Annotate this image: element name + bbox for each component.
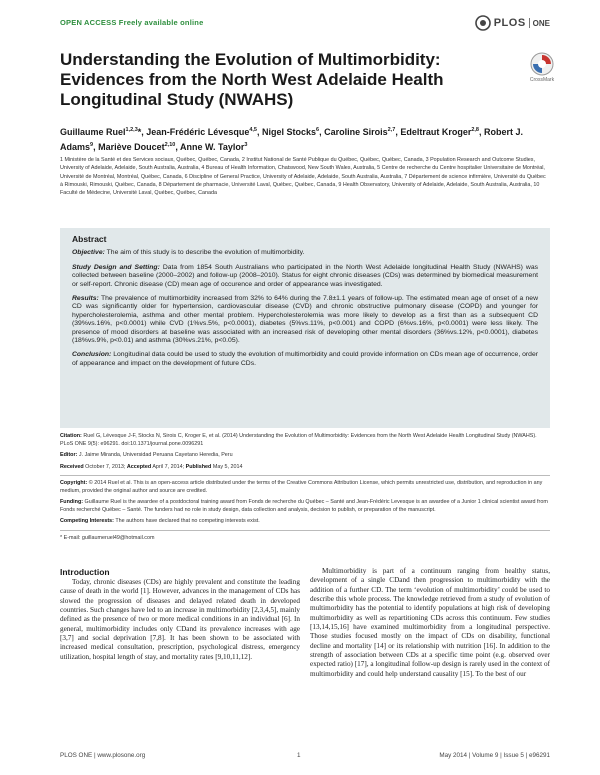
competing-interests: Competing Interests: The authors have declared that no competing interests exist. (60, 518, 260, 524)
affiliations: 1 Ministère de la Santé et des Services sociaux, Québec, Québec, Canada, 2 Institut National de Santé Publique du Québec, Québec, Québec, Canada, 3 Population Research and Outcome Studies, University of Adelaide, Adelaide, South Australia, Australia, 4 Bureau of Health Information, Chatswood, New South Wales, Australia, 5 Centre de recherche du Centre hospitalier Universitaire de Montréal, Université de Montréal, Montréal, Québec, Canada, 6 Discipline of General Practice, University of Adelaide, Adelaide, South Australia, Australia, 7 Département de science infirmière, Université du Québec à Rimouski, Rimouski, Québec, Canada, 8 Département de pharmacie, Université Laval, Québec, Québec, Canada, 9 Health Observatory, University of Adelaide, Adelaide, South Australia, Australia, 10 Faculté de Médecine, Université Laval, Québec, Québec, Canada (60, 157, 546, 197)
abstract-box (60, 228, 550, 428)
funding: Funding: Guillaume Ruel is the awardee of a postdoctoral training award from Fonds de recherche du Québec – Santé and Jean-Frédéric Levesque is an awardee of a Junior 1 clinical scientist award from Fonds recherché Québec – Santé. The funders had no role in study design, data collection and analysis, decision to publish, or preparation of the manuscript. (60, 499, 548, 513)
dates: Received October 7, 2013; Accepted April 7, 2014; Published May 5, 2014 (60, 463, 243, 470)
article-title: Understanding the Evolution of Multimorbidity: Evidences from the North West Adelaide Health Longitudinal Study (NWAHS) (60, 50, 444, 109)
author: Guillaume Ruel$^{1,2,3}$*, (60, 127, 147, 137)
author: Jean-Frédéric Lévesque$^{4,5}$, (146, 127, 263, 137)
introduction-heading: Introduction (60, 567, 110, 577)
abstract-results: Results: The prevalence of multimorbidity increased from 32% to 64% during the 7.8±1.1 years of follow-up. The estimated mean age of onset of a new CD was significantly older for hypertension, cardiovascular disease (CVD) and chronic obstructive pulmonary disease (COPD) and younger for hypercholesterolemia, asthma and other mental problem. Hypercholesterolemia was more likely to develop as a first than as a subsequent CD (39%vs.16%, p<0.0001) while CVD (1%vs.5%, p<0.0001), diabetes (5%vs.11%, p<0.001) and COPD (6%vs.16%, p<0.0001) were less likely. The presence of mood disorders at baseline was associated with an increased risk of developing other mental disorders (36%vs.12%, p<0.0001), diabetes (18%vs.9%, p<0.01) and asthma (30%vs.21%, p<0.05). (72, 295, 538, 345)
page-number: 1 (297, 752, 301, 759)
article-metadata (60, 433, 550, 546)
footer-issue: May 2014 | Volume 9 | Issue 5 | e96291 (439, 752, 550, 759)
body-column-right (310, 567, 550, 679)
abstract-objective: Objective: The aim of this study is to describe the evolution of multimorbidity. (72, 249, 305, 257)
plos-one-logo (475, 14, 550, 32)
crossmark-label: CrossMark (529, 77, 555, 83)
open-access-label: OPEN ACCESS Freely available online (60, 18, 204, 27)
abstract-conclusion: Conclusion: Longitudinal data could be used to study the evolution of multimorbidity and could provide information on CDs mean age of occurrence, order of appearance and impact on the development of future CDs. (72, 351, 538, 367)
author: Caroline Sirois$^{2,7}$, (324, 127, 401, 137)
open-access-banner (60, 18, 203, 27)
crossmark-icon (530, 52, 554, 76)
corresponding-email: * E-mail: guillaumeruel49@hotmail.com (60, 534, 155, 541)
footer-journal: PLOS ONE | www.plosone.org (60, 752, 146, 759)
logo-divider (529, 18, 530, 28)
divider (60, 475, 550, 476)
body-column-left (60, 578, 300, 662)
abstract-heading: Abstract (72, 234, 107, 244)
editor: Editor: J. Jaime Miranda, Universidad Peruana Cayetano Heredia, Peru (60, 452, 233, 458)
author-list (60, 124, 550, 154)
plos-journal: ONE (532, 18, 550, 28)
journal-header (60, 14, 550, 34)
citation: Citation: Ruel G, Lévesque J-F, Stocks N, Sirois C, Kroger E, et al. (2014) Understanding the Evolution of Multimorbidity: Evidences from the North West Adelaide Health Longitudinal Study (NWAHS). PLoS ONE 9(5): e96291. doi:10.1371/journal.pone.0096291 (60, 433, 537, 447)
plos-brand: PLOS (493, 17, 526, 29)
divider (60, 530, 550, 531)
author: Mariève Doucet$^{2,10}$, (98, 142, 181, 152)
intro-paragraph: Today, chronic diseases (CDs) are highly prevalent and constitute the leading cause of death in the world [1]. However, advances in the management of CDs has slowed the progression of diseases and delayed related death in developed countries. Such changes have led to an increase in multimorbidity [2,3,4,5], mainly defined as the presence of two or more medical conditions in an individual [6]. In general, multimorbidity includes only CDand its prevalence increases with age [3,7] and social deprivation [7,8]. It has been shown to be associated with increased medical consultation, prescription, psychological distress, emergency utilization, hospital length of stay, and mortality rates [9,10,11,12]. (60, 578, 300, 661)
author: Edeltraut Kroger$^{2,8}$, (400, 127, 485, 137)
author: Nigel Stocks$^6$, (262, 127, 325, 137)
plos-logo-icon (475, 15, 491, 31)
intro-paragraph: Multimorbidity is part of a continuum ranging from healthy status, development of a single CDand then progression to multimorbidity with the addition of a further CD. The term ‘evolution of multimorbidity’ could be used to describe this whole process. The knowledge retrieved from a study of evolution of multimorbidity has the potential to identify populations at high risk of developing multimorbidity as well as repartitioning CDs across this continuum. Few studies [13,14,15,16] have examined multimorbidity from a longitudinal perspective. Those studies focused mostly on the impact of CDs on disability, functional decline and mortality [14] or its relationship with nutrition [16]. In addition to the strength of association between CDs at a specific time point (e.g. observed over expected ratio) [17], a longitudinal follow-up design is rarely used in the context of multimorbidity and could help understand causality [15]. To the best of our (310, 567, 550, 678)
crossmark-badge[interactable] (524, 52, 560, 83)
author: Robert J. Adams$^9$, (60, 127, 524, 152)
copyright: Copyright: © 2014 Ruel et al. This is an open-access article distributed under the terms of the Creative Commons Attribution License, which permits unrestricted use, distribution, and reproduction in any medium, provided the original author and source are credited. (60, 480, 543, 494)
abstract-design: Study Design and Setting: Data from 1854 South Australians who participated in the North West Adelaide longitudinal Health Study (NWAHS) was collected between baseline (2000–2002) and follow-up (2008–2010). Status for eight chronic diseases (CDs) was determined by biomedical measurement or self-report. Chronic disease (CD) mean age of occurence and order of appearance was investigated. (72, 263, 539, 288)
author: Anne W. Taylor$^3$ (180, 142, 248, 152)
